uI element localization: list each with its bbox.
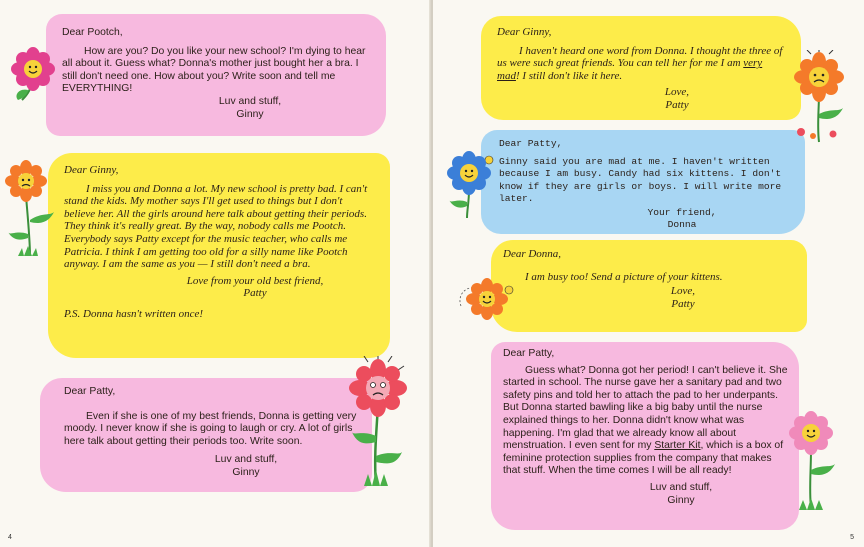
letter-body: Even if she is one of my best friends, Donna is getting very moody. I never know if she is going to laugh or cry. A lot of girls here talk about getting their periods too. Write soon.: [64, 410, 357, 447]
letter-closing: Luv and stuff,: [214, 454, 278, 466]
letter-ginny-2: [481, 16, 801, 120]
letter-greeting: Dear Ginny,: [497, 26, 552, 38]
letter-pootch: [46, 14, 386, 136]
letter-greeting: Dear Donna,: [503, 248, 562, 260]
frowning-flower-icon: [789, 50, 849, 146]
letter-donna: [491, 240, 807, 332]
letter-body: I haven't heard one word from Donna. I thought the three of us were such great friends. You can tell her for me I am very mad! I still don't like it here.: [497, 44, 783, 82]
smiling-flower-icon: [8, 44, 58, 104]
letter-signature: Ginny: [232, 466, 260, 478]
orange-flower-icon: [455, 276, 519, 326]
letter-signature: Ginny: [667, 494, 695, 506]
letter-closing: Love from your old best friend,: [186, 274, 324, 287]
pink-flower-icon: [785, 410, 841, 512]
letter-greeting: Dear Ginny,: [64, 164, 119, 176]
letter-body: I am busy too! Send a picture of your kittens.: [525, 270, 723, 283]
letter-body: Guess what? Donna got her period! I can't believe it. She started in school. The nurse gave her a sanitary pad and two safety pins and told her to attach the pad to her underpants. But Donna started bawling like a big baby until the nurse explained things to her. Donna didn't know what was happening. I'm glad that we already know all about menstruation. I even sent for my Starter Kit, which is a box of feminine protection supplies from the company that makes that stuff. When the time comes I will be all ready!: [503, 364, 788, 477]
letter-closing: Love,: [664, 86, 690, 99]
letter-patty-donna: [481, 130, 805, 234]
blue-flower-icon: [445, 150, 499, 220]
letter-closing: Luv and stuff,: [218, 95, 282, 107]
letter-patty: [40, 378, 372, 492]
letter-closing: Luv and stuff,: [649, 481, 713, 493]
left-page: [0, 0, 431, 547]
crying-flower-icon: [344, 356, 412, 488]
letter-body: How are you? Do you like your new school? I'm dying to hear all about it. Guess what? Donna's mother just bought her a bra. I still don't need one. How about you? Write soon and tell me EVERYTHING!: [62, 45, 366, 95]
letter-postscript: P.S. Donna hasn't written once!: [64, 307, 204, 320]
right-page: [433, 0, 864, 547]
letter-greeting: Dear Patty,: [499, 138, 563, 149]
letter-signature: Patty: [671, 297, 695, 310]
letter-body: I miss you and Donna a lot. My new school is pretty bad. I can't stand the kids. My mother says I'll get used to things but I don't believe her. All the girls around here talk about getting their periods. They think it's really great. By the way, nobody calls me Pootch. Everybody says Patty except for the music teacher, who calls me Patricia. I think I am getting too old for a silly name like Pootch anyway. I am the same as you — I still don't need a bra.: [64, 182, 368, 271]
worried-flower-icon: [4, 160, 60, 260]
page-number: 4: [8, 534, 12, 541]
letter-body: Ginny said you are mad at me. I haven't written because I am busy. Candy had six kittens. I don't know if they are girls or boys. I will write more later.: [499, 156, 782, 204]
letter-greeting: Dear Patty,: [503, 348, 555, 359]
letter-signature: Patty: [665, 98, 689, 111]
letter-closing: Love,: [670, 285, 696, 298]
letter-closing: Your friend,: [647, 207, 717, 219]
letter-greeting: Dear Pootch,: [62, 27, 123, 38]
page-number: 5: [850, 534, 854, 541]
letter-signature: Ginny: [236, 108, 264, 120]
underlined-text: very mad: [497, 57, 763, 82]
letter-patty-period: [491, 342, 799, 530]
letter-signature: Patty: [243, 287, 267, 300]
letter-greeting: Dear Patty,: [64, 386, 116, 397]
underlined-text: Starter Kit: [654, 440, 701, 452]
letter-ginny: [48, 153, 390, 358]
letter-signature: Donna: [667, 219, 697, 231]
